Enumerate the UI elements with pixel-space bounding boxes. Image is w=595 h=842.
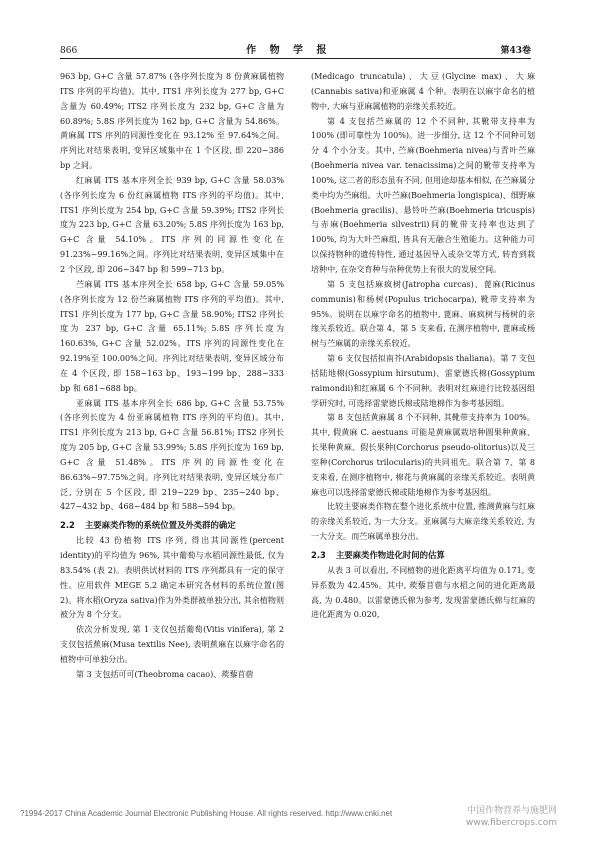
- body-paragraph: 第 8 支包括黄麻属 8 个不同种, 其靴带支持率为 100%。其中, 假黄麻 C. aestuans 可能是黄麻属栽培种圆果种黄麻、长果种黄麻、假长果种(Corchorus pseudo-olitorius)以及三室种(Corchorus trilocularis)的共同祖先。联合第 7、第 8 支来看, 在测序植物中, 棉花与黄麻属的亲缘关系较近。表明黄麻也可以选择雷蒙德氏棉或陆地棉作为参考基因组。: [311, 413, 535, 497]
- section-heading: [311, 548, 535, 563]
- watermark: [466, 805, 557, 829]
- page-footer: [20, 806, 575, 828]
- volume-label: 第43卷: [500, 46, 531, 56]
- body-paragraph: 苎麻属 ITS 基本序列全长 658 bp, G+C 含量 59.05% (各序列长度为 12 份苎麻属植物 ITS 序列的平均值)。其中, ITS1 序列长度为 177 bp, G+C 含量 58.90%; ITS2 序列长度为 237 bp, G+C 含量 65.11%; 5.8S 序列长度为 160.63%, G+C 含量 52.02%。ITS 序列的同源性变化在 92.19%至 100.00%之间。序列比对结果表明, 变异区域分布在 4 个区段, 即 158~163 bp、193~199 bp、288~333 bp 和 681~688 bp。: [60, 279, 284, 393]
- body-paragraph: 亚麻属 ITS 基本序列全长 686 bp, G+C 含量 53.75%(各序列长度为 4 份亚麻属植物 ITS 序列的平均值)。其中, ITS1 序列长度为 213 bp, G+C 含量 56.81%; ITS2 序列长度为 205 bp, G+C 含量 53.99%; 5.8S 序列长度为 169 bp, G+C 含量 51.48%。ITS 序列的同源性变化在 86.63%~97.75%之间。序列比对结果表明, 变异区域分布广泛, 分别在 5 个区段, 即 219~229 bp、235~240 bp、427~432 bp、468~484 bp 和 588~594 bp。: [60, 398, 284, 512]
- body-paragraph: 第 6 支仅包括拟南芥(Arabidopsis thaliana)。第 7 支包括陆地棉(Gossypium hirsutum)、雷蒙德氏棉(Gossypium raimondii)和红麻属 6 个不同种。表明对红麻进行比较基因组学研究时, 可选择雷蒙德氏棉或陆地棉作为参考基因组。: [311, 354, 535, 408]
- body-paragraph: (Medicago truncatula)、大豆(Glycine max)、大麻(Cannabis sativa)和亚麻属 4 个种。表明在以麻字命名的植物中, 大麻与亚麻属植物的亲缘关系较近。: [311, 72, 535, 111]
- body-paragraph: 依次分析发现, 第 1 支仅包括葡萄(Vitis vinifera), 第 2 支仅包括蕉麻(Musa textilis Nee), 表明蕉麻在以麻字命名的植物中可单独分出。: [60, 625, 284, 664]
- body-paragraph: 比较 43 份植物 ITS 序列, 得出其同源性(percent identity)的平均值为 96%, 其中葡萄与水稻同源性最低, 仅为 83.54% (表 2)。表明供试材料的 ITS 序列都具有一定的保守性。应用软件 MEGE 5.2 确定本研究各材料的系统位置(图 2)。将水稻(Oryza sativa)作为外类群被单独分出, 其余植物则被分为 8 个分支。: [60, 536, 284, 620]
- page-number: 866: [60, 46, 78, 56]
- header-rule: [60, 58, 531, 59]
- body-paragraph: 从表 3 可以看出, 不同植物的进化距离平均值为 0.171, 变异系数为 42.45%。其中, 蒺藜苜蓿与水稻之间的进化距离最高, 为 0.480。以雷蒙德氏棉为参考, 发现雷蒙德氏棉与红麻的进化距离为 0.020,: [311, 565, 535, 620]
- section-title: 主要麻类作物进化时间的估算: [335, 550, 445, 560]
- copyright-notice: ?1994-2017 China Academic Journal Electronic Publishing House. All rights reserved. http://www.cnki.net: [20, 809, 393, 818]
- section-number: 2.3: [311, 550, 326, 560]
- section-number: 2.2: [60, 520, 75, 531]
- left-column: [60, 70, 284, 683]
- body-paragraph: 第 5 支包括麻疯树(Jatropha curcas)、蓖麻(Ricinus communis)和杨树(Populus trichocarpa), 靴带支持率为 95%。说明在以麻字命名的植物中, 蓖麻、麻疯树与杨树的亲缘关系较近。联合第 4、第 5 支来看, 在测序植物中, 蓖麻或杨树与苎麻属的亲缘关系较近。: [311, 279, 535, 349]
- watermark-url: www.fibercrops.com: [466, 818, 557, 828]
- body-paragraph: 比较主要麻类作物在整个进化系统中位置, 推测黄麻与红麻的亲缘关系较近, 为一大分支。亚麻属与大麻亲缘关系较近, 为一大分支。而苎麻属单独分出。: [311, 502, 535, 542]
- running-header: [60, 38, 531, 56]
- body-paragraph: 第 4 支包括苎麻属的 12 个不同种, 其靴带支持率为 100% (即可靠性为 100%)。进一步细分, 这 12 个不同种可划分 4 个小分支。其中, 苎麻(Boehmeria nivea)与青叶苎麻(Boehmeria nivea var. tenacissima)之间的靴带支持率为 100%, 这二者的形态虽有不同, 但用途却基本相似, 在苎麻属分类中均为苎麻组。大叶苎麻(Boehmeria longispica)、细野麻(Boehmeria gracilis)、悬铃叶苎麻(Boehmeria tricuspis)与赤麻(Boehmeria silvestrii)间的靴带支持率也达到了 100%, 均为大叶苎麻组, 皆具有无融合生殖能力。这种能力可以保持物种的遗传特性, 通过基因导入或杂交等方式, 转育到栽培种中, 在杂交育种与杂种优势上有很大的发展空间。: [311, 116, 535, 274]
- body-paragraph: 963 bp, G+C 含量 57.87% (各序列长度为 8 份黄麻属植物 ITS 序列的平均值)。其中, ITS1 序列长度为 277 bp, G+C 含量为 60.49%; ITS2 序列长度为 232 bp, G+C 含量为 60.89%; 5.8S 序列长度为 162 bp, G+C 含量为 54.86%。黄麻属 ITS 序列的同源性变化在 93.12% 至 97.64%之间。序列比对结果表明, 变异区域集中在 1 个区段, 即 220~386 bp 之间。: [60, 72, 284, 171]
- section-title: 主要麻类作物的系统位置及外类群的确定: [84, 520, 236, 531]
- watermark-name: 中国作物营养与施肥网: [466, 806, 557, 816]
- right-column: [311, 70, 535, 623]
- journal-title: 作 物 学 报: [246, 45, 332, 56]
- body-paragraph: 红麻属 ITS 基本序列全长 939 bp, G+C 含量 58.03% (各序列长度为 6 份红麻属植物 ITS 序列的平均值)。其中, ITS1 序列长度为 254 bp, G+C 含量 59.39%; ITS2 序列长度为 223 bp, G+C 含量 63.20%; 5.8S 序列长度为 163 bp, G+C 含量 54.10%。ITS 序列的同源性变化在 91.23%~99.16%之间。序列比对结果表明, 变异区域集中在 2 个区段, 即 206~347 bp 和 599~713 bp。: [60, 175, 284, 274]
- section-heading: [60, 518, 284, 533]
- body-paragraph: 第 3 支包括可可(Theobroma cacao)、蒺藜苜蓿: [76, 669, 254, 679]
